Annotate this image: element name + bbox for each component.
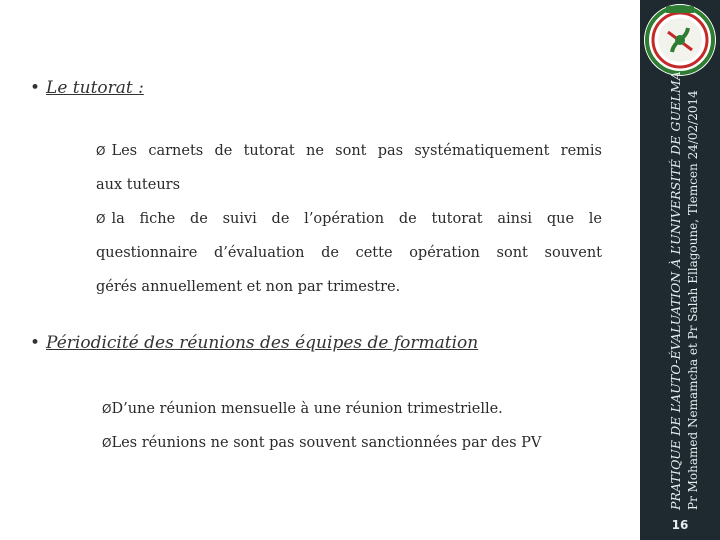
text-line: ØD’une réunion mensuelle à une réunion trimestrielle. xyxy=(102,401,503,417)
bullet: • xyxy=(30,333,41,353)
arrow-bullet-icon: Ø xyxy=(96,144,106,158)
tutorat-paragraph xyxy=(96,134,602,304)
arrow-bullet-icon: Ø xyxy=(102,436,112,450)
text-line: Ø la fiche de suivi de l’opération de tutorat ainsi que le xyxy=(96,211,602,227)
periodicite-paragraph xyxy=(102,392,541,460)
section-heading-periodicite xyxy=(30,333,478,353)
section-title: Périodicité des réunions des équipes de formation xyxy=(46,333,479,353)
sidebar-authors: Pr Mohamed Nemamcha et Pr Salah Ellagoune, Tlemcen 24/02/2014 xyxy=(686,90,700,510)
arrow-bullet-icon: Ø xyxy=(102,402,112,416)
section-title: Le tutorat : xyxy=(46,78,144,98)
text-line: questionnaire d’évaluation de cette opération sont souvent xyxy=(96,245,602,261)
text-line: ØLes réunions ne sont pas souvent sanctionnées par des PV xyxy=(102,435,542,451)
page-number: 16 xyxy=(671,518,689,532)
text-line: aux tuteurs xyxy=(96,177,181,193)
text-line: gérés annuellement et non par trimestre. xyxy=(96,279,401,295)
arrow-bullet-icon: Ø xyxy=(96,212,106,226)
section-heading-tutorat xyxy=(30,78,144,98)
bullet: • xyxy=(30,78,41,98)
sidebar-title: PRATIQUE DE L’AUTO-ÉVALUATION À L’UNIVERSITÉ DE GUELMA, xyxy=(668,67,683,510)
text-line: Ø Les carnets de tutorat ne sont pas systématiquement remis xyxy=(96,143,602,159)
